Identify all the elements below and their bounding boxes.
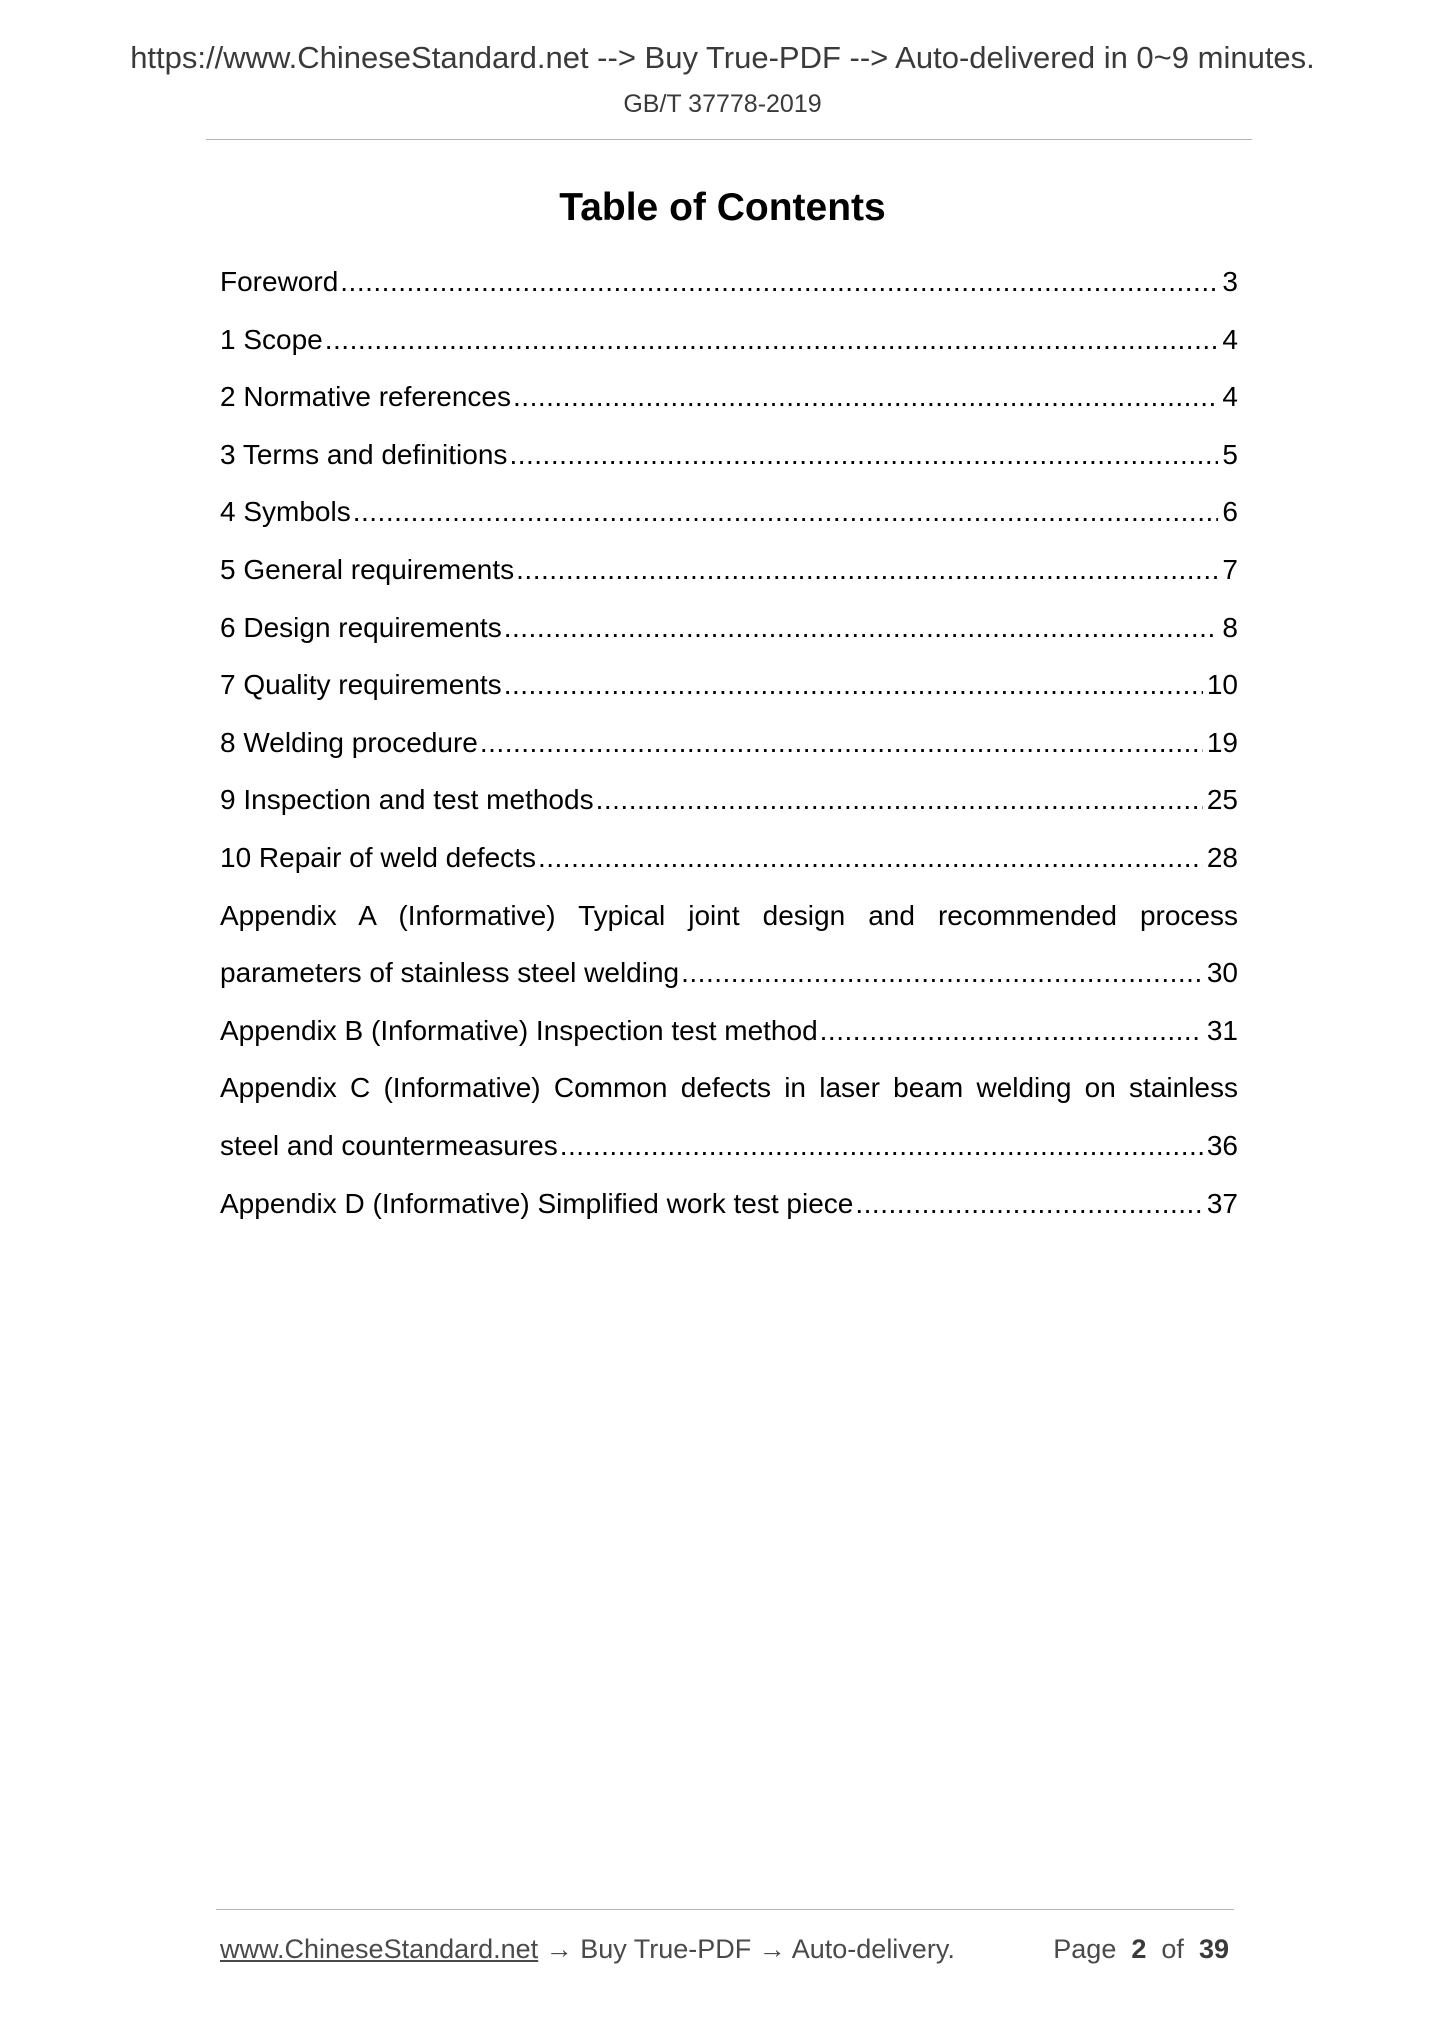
toc-entry-foreword[interactable]	[220, 253, 1238, 311]
toc-entry-general-requirements[interactable]	[220, 541, 1238, 599]
dot-leader	[538, 829, 1203, 887]
of-word: of	[1161, 1934, 1184, 1964]
dot-leader	[504, 599, 1219, 657]
dot-leader	[504, 656, 1203, 714]
toc-entry-label-line2: parameters of stainless steel welding	[220, 957, 680, 989]
toc-entry-label: Appendix B (Informative) Inspection test method	[220, 1014, 818, 1046]
document-code: GB/T 37778-2019	[623, 90, 822, 118]
toc-entry-appendix-c[interactable]	[220, 1059, 1238, 1174]
dot-leader	[325, 311, 1219, 369]
footer-promo	[220, 1934, 955, 1965]
page-indicator	[1053, 1934, 1229, 1965]
toc-entry-page: 5	[1222, 438, 1238, 470]
toc-entry-terms-definitions[interactable]	[220, 426, 1238, 484]
toc-entry-label-line1: Appendix C (Informative) Common defects in laser beam welding on stainless	[220, 1072, 1238, 1104]
dot-leader	[516, 541, 1218, 599]
dot-leader	[340, 253, 1218, 311]
dot-leader	[681, 944, 1203, 1002]
dot-leader	[560, 1117, 1203, 1175]
toc-entry-label: 4 Symbols	[220, 496, 351, 528]
toc-entry-label: 8 Welding procedure	[220, 726, 478, 758]
footer-tagline: → Buy True-PDF → Auto-delivery.	[538, 1934, 955, 1964]
toc-entry-page: 28	[1206, 841, 1238, 873]
toc-entry-appendix-a[interactable]	[220, 887, 1238, 1002]
toc-entry-repair-weld-defects[interactable]	[220, 829, 1238, 887]
header-divider	[206, 139, 1252, 140]
toc-entry-label: 2 Normative references	[220, 381, 512, 413]
toc-entry-page: 6	[1222, 496, 1238, 528]
toc-entry-page: 30	[1206, 957, 1238, 989]
toc-entry-page: 37	[1206, 1187, 1238, 1219]
dot-leader	[509, 426, 1218, 484]
toc-entry-appendix-d[interactable]	[220, 1175, 1238, 1233]
toc-entry-page: 4	[1222, 381, 1238, 413]
page-word: Page	[1053, 1934, 1117, 1964]
table-of-contents	[220, 253, 1238, 1232]
dot-leader	[820, 1002, 1203, 1060]
current-page: 2	[1131, 1934, 1147, 1964]
toc-entry-label: 6 Design requirements	[220, 611, 502, 643]
toc-entry-page: 10	[1206, 669, 1238, 701]
dot-leader	[596, 771, 1203, 829]
toc-entry-label: 5 General requirements	[220, 553, 515, 585]
toc-entry-quality-requirements[interactable]	[220, 656, 1238, 714]
toc-entry-label-line2-row	[220, 944, 1238, 1002]
toc-entry-label-line1: Appendix A (Informative) Typical joint design and recommended process	[220, 899, 1238, 931]
toc-entry-label-line2: steel and countermeasures	[220, 1129, 558, 1161]
toc-entry-page: 36	[1206, 1129, 1238, 1161]
toc-entry-welding-procedure[interactable]	[220, 714, 1238, 772]
toc-entry-inspection-test-methods[interactable]	[220, 771, 1238, 829]
toc-entry-page: 19	[1206, 726, 1238, 758]
toc-entry-label: 1 Scope	[220, 323, 323, 355]
toc-entry-page: 3	[1222, 266, 1238, 297]
header-url-banner: https://www.ChineseStandard.net --> Buy True-PDF --> Auto-delivered in 0~9 minutes.	[130, 40, 1315, 75]
footer-divider	[216, 1909, 1234, 1910]
dot-leader	[353, 483, 1219, 541]
toc-entry-page: 4	[1222, 323, 1238, 355]
toc-entry-label-line2-row	[220, 1117, 1238, 1175]
toc-title: Table of Contents	[559, 186, 886, 229]
toc-entry-label: 7 Quality requirements	[220, 669, 502, 701]
dot-leader	[513, 368, 1218, 426]
toc-entry-label: 3 Terms and definitions	[220, 438, 508, 470]
toc-entry-page: 31	[1206, 1014, 1238, 1046]
dot-leader	[480, 714, 1203, 772]
toc-entry-label: 9 Inspection and test methods	[220, 784, 594, 816]
toc-entry-page: 8	[1222, 611, 1238, 643]
toc-entry-design-requirements[interactable]	[220, 599, 1238, 657]
toc-entry-scope[interactable]	[220, 311, 1238, 369]
toc-entry-appendix-b[interactable]	[220, 1002, 1238, 1060]
toc-entry-page: 7	[1222, 553, 1238, 585]
toc-entry-label: 10 Repair of weld defects	[220, 841, 536, 873]
dot-leader	[855, 1175, 1202, 1233]
toc-entry-label: Foreword	[220, 266, 339, 297]
total-pages: 39	[1198, 1934, 1229, 1964]
toc-entry-page: 25	[1206, 784, 1238, 816]
footer-site-link[interactable]: www.ChineseStandard.net	[220, 1934, 539, 1964]
toc-entry-normative-references[interactable]	[220, 368, 1238, 426]
toc-entry-symbols[interactable]	[220, 483, 1238, 541]
toc-entry-label: Appendix D (Informative) Simplified work test piece	[220, 1187, 854, 1219]
